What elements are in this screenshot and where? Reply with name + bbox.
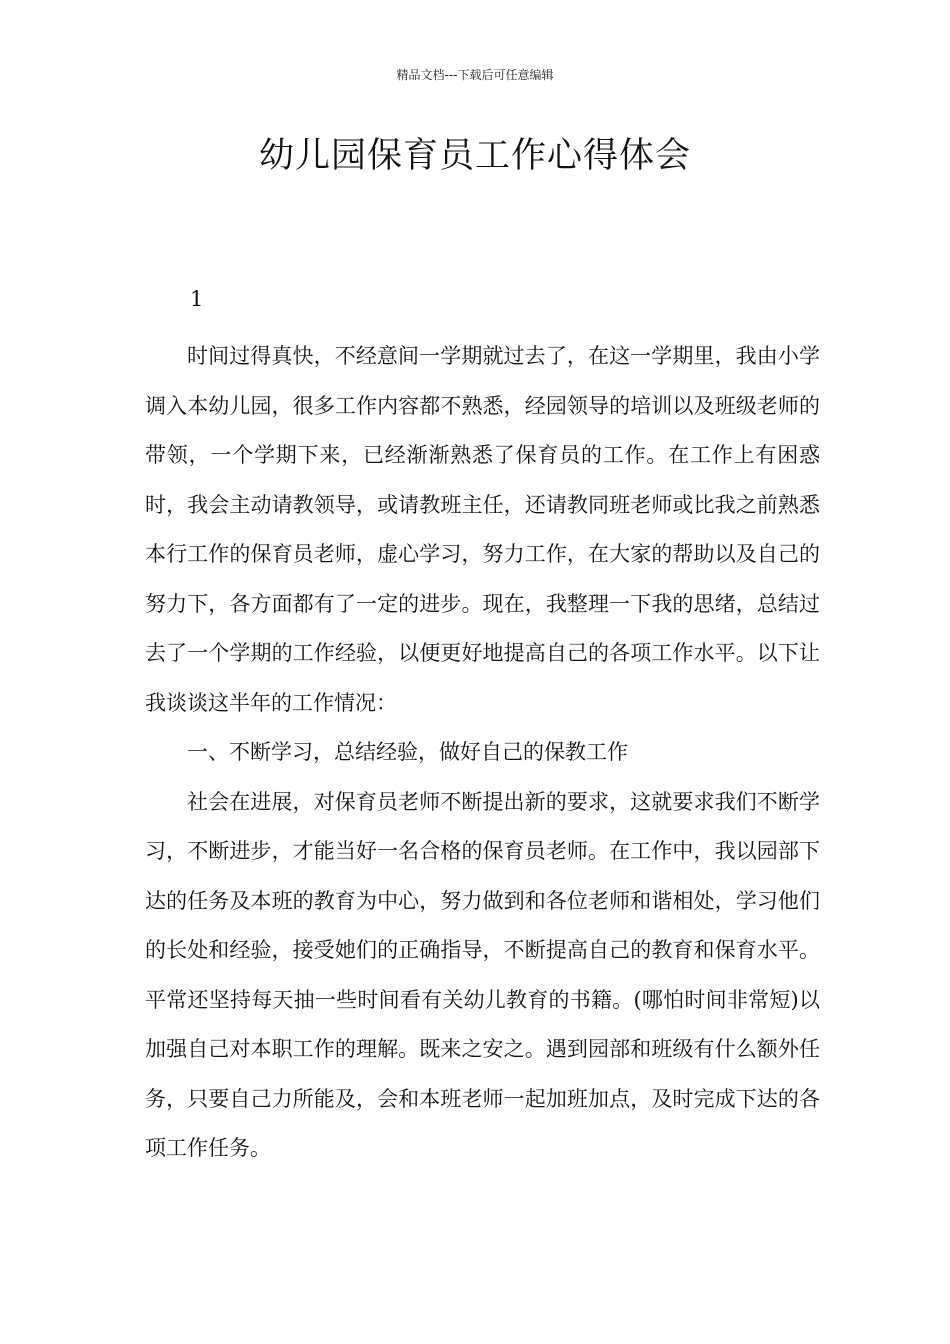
document-title: 幼儿园保育员工作心得体会	[258, 136, 691, 176]
section-number: 1	[190, 287, 204, 311]
paragraph-section-1: 社会在进展，对保育员老师不断提出新的要求，这就要求我们不断学习，不断进步，才能当好一名合格的保育员老师。在工作中，我以园部下达的任务及本班的教育为中心，努力做到和各位老师和谐相处，学习他们的长处和经验，接受她们的正确指导，不断提高自己的教育和保育水平。平常还坚持每天抽一些时间看有关幼儿教育的书籍。(哪怕时间非常短)以加强自己对本职工作的理解。既来之安之。遇到园部和班级有什么额外任务，只要自己力所能及，会和本班老师一起加班加点，及时完成下达的各项工作任务。	[145, 789, 820, 1160]
paragraph-intro: 时间过得真快，不经意间一学期就过去了，在这一学期里，我由小学调入本幼儿园，很多工作内容都不熟悉，经园领导的培训以及班级老师的带领，一个学期下来，已经渐渐熟悉了保育员的工作。在工作上有困惑时，我会主动请教领导，或请教班主任，还请教同班老师或比我之前熟悉本行工作的保育员老师，虚心学习，努力工作，在大家的帮助以及自己的努力下，各方面都有了一定的进步。现在，我整理一下我的思绪，总结过去了一个学期的工作经验，以便更好地提高自己的各项工作水平。以下让我谈谈这半年的工作情况：	[145, 344, 820, 715]
header-note: 精品文档---下载后可任意编辑	[396, 68, 554, 82]
document-body	[145, 332, 820, 1174]
section-heading-1: 一、不断学习，总结经验，做好自己的保教工作	[187, 740, 628, 764]
